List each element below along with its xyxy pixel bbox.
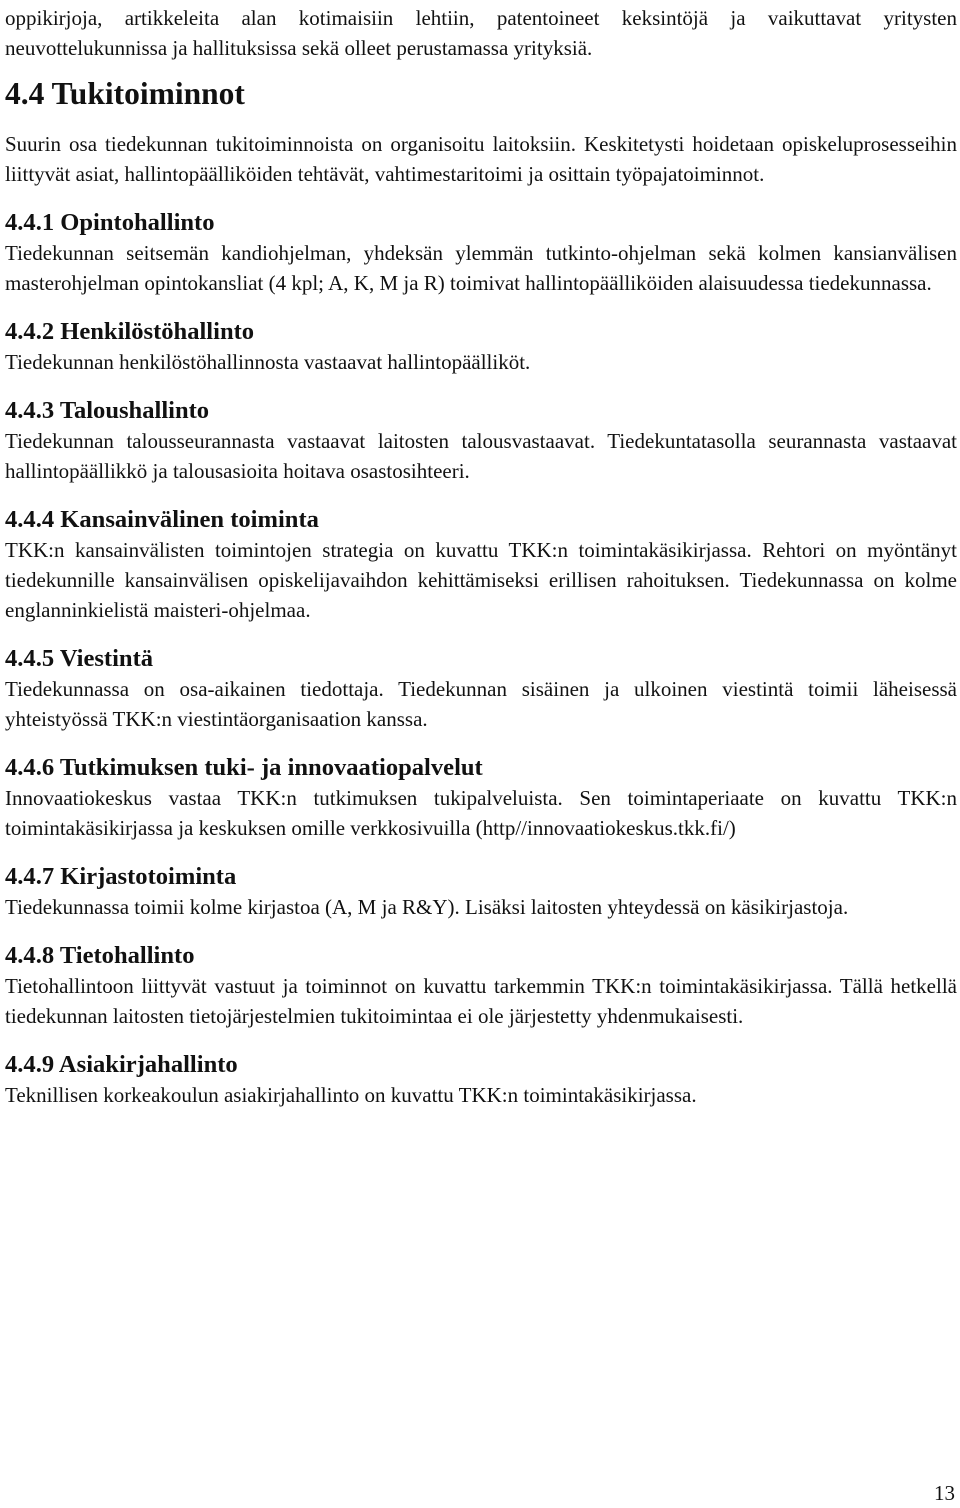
subsection-heading: 4.4.3 Taloushallinto xyxy=(5,397,210,424)
document-page xyxy=(5,0,957,1110)
subsection-heading: 4.4.8 Tietohallinto xyxy=(5,942,195,969)
subsection-viestinta xyxy=(5,644,957,734)
subsection-body: TKK:n kansainvälisten toimintojen strategia on kuvattu TKK:n toimintakäsikirjassa. Rehtori on myöntänyt tiedekunnille kansainvälisen opiskelijavaihdon kehittämiseksi erillisen rahoituksen. Tiedekunnassa on kolme englanninkielistä maisteri-ohjelmaa. xyxy=(5,538,957,622)
subsection-henkilostohallinto xyxy=(5,317,957,377)
subsection-body: Tiedekunnassa on osa-aikainen tiedottaja. Tiedekunnan sisäinen ja ulkoinen viestintä toimii läheisessä yhteistyössä TKK:n viestintäorganisaation kanssa. xyxy=(5,677,957,731)
subsection-tietohallinto xyxy=(5,941,957,1031)
subsection-heading: 4.4.7 Kirjastotoiminta xyxy=(5,863,237,890)
subsection-opintohallinto xyxy=(5,208,957,298)
subsection-body: Tiedekunnan henkilöstöhallinnosta vastaavat hallintopäälliköt. xyxy=(5,350,531,374)
subsection-heading: 4.4.5 Viestintä xyxy=(5,645,154,672)
subsection-body: Tiedekunnan seitsemän kandiohjelman, yhdeksän ylemmän tutkinto-ohjelman sekä kolmen kansianvälisen masterohjelman opintokansliat (4 kpl; A, K, M ja R) toimivat hallintopäälliköiden alaisuudessa tiedekunnassa. xyxy=(5,241,957,295)
page-number: 13 xyxy=(934,1481,955,1505)
subsection-kirjastotoiminta xyxy=(5,862,957,922)
subsection-heading: 4.4.2 Henkilöstöhallinto xyxy=(5,318,255,345)
subsection-body: Tiedekunnassa toimii kolme kirjastoa (A, M ja R&Y). Lisäksi laitosten yhteydessä on käsikirjastoja. xyxy=(5,895,849,919)
section-heading: 4.4 Tukitoiminnot xyxy=(5,76,245,111)
subsection-taloushallinto xyxy=(5,396,957,486)
subsection-heading: 4.4.9 Asiakirjahallinto xyxy=(5,1051,238,1078)
section-intro-paragraph: Suurin osa tiedekunnan tukitoiminnoista on organisoitu laitoksiin. Keskitetysti hoidetaan opiskeluprosesseihin liittyvät asiat, hallintopäälliköiden tehtävät, vahtimestaritoimi ja osittain työpajatoiminnot. xyxy=(5,132,957,186)
subsection-body: Innovaatiokeskus vastaa TKK:n tutkimuksen tukipalveluista. Sen toimintaperiaate on kuvattu TKK:n toimintakäsikirjassa ja keskuksen omille verkkosivuilla (http//innovaatiokeskus.tkk.fi/) xyxy=(5,786,957,840)
subsection-heading: 4.4.4 Kansainvälinen toiminta xyxy=(5,506,319,533)
subsection-asiakirjahallinto xyxy=(5,1050,957,1110)
subsection-tutkimuksen-tuki xyxy=(5,753,957,843)
continued-paragraph: oppikirjoja, artikkeleita alan kotimaisiin lehtiin, patentoineet keksintöjä ja vaikuttavat yritysten neuvottelukunnissa ja hallituksissa sekä olleet perustamassa yrityksiä. xyxy=(5,6,957,60)
subsection-body: Tietohallintoon liittyvät vastuut ja toiminnot on kuvattu tarkemmin TKK:n toimintakäsikirjassa. Tällä hetkellä tiedekunnan laitosten tietojärjestelmien tukitoimintaa ei ole järjestetty yhdenmukaisesti. xyxy=(5,974,957,1028)
subsection-heading: 4.4.1 Opintohallinto xyxy=(5,209,215,236)
subsection-kansainvalinen-toiminta xyxy=(5,505,957,625)
subsection-heading: 4.4.6 Tutkimuksen tuki- ja innovaatiopalvelut xyxy=(5,754,483,781)
subsection-body: Tiedekunnan talousseurannasta vastaavat laitosten talousvastaavat. Tiedekuntatasolla seurannasta vastaavat hallintopäällikkö ja talousasioita hoitava osastosihteeri. xyxy=(5,429,957,483)
subsection-body: Teknillisen korkeakoulun asiakirjahallinto on kuvattu TKK:n toimintakäsikirjassa. xyxy=(5,1083,697,1107)
